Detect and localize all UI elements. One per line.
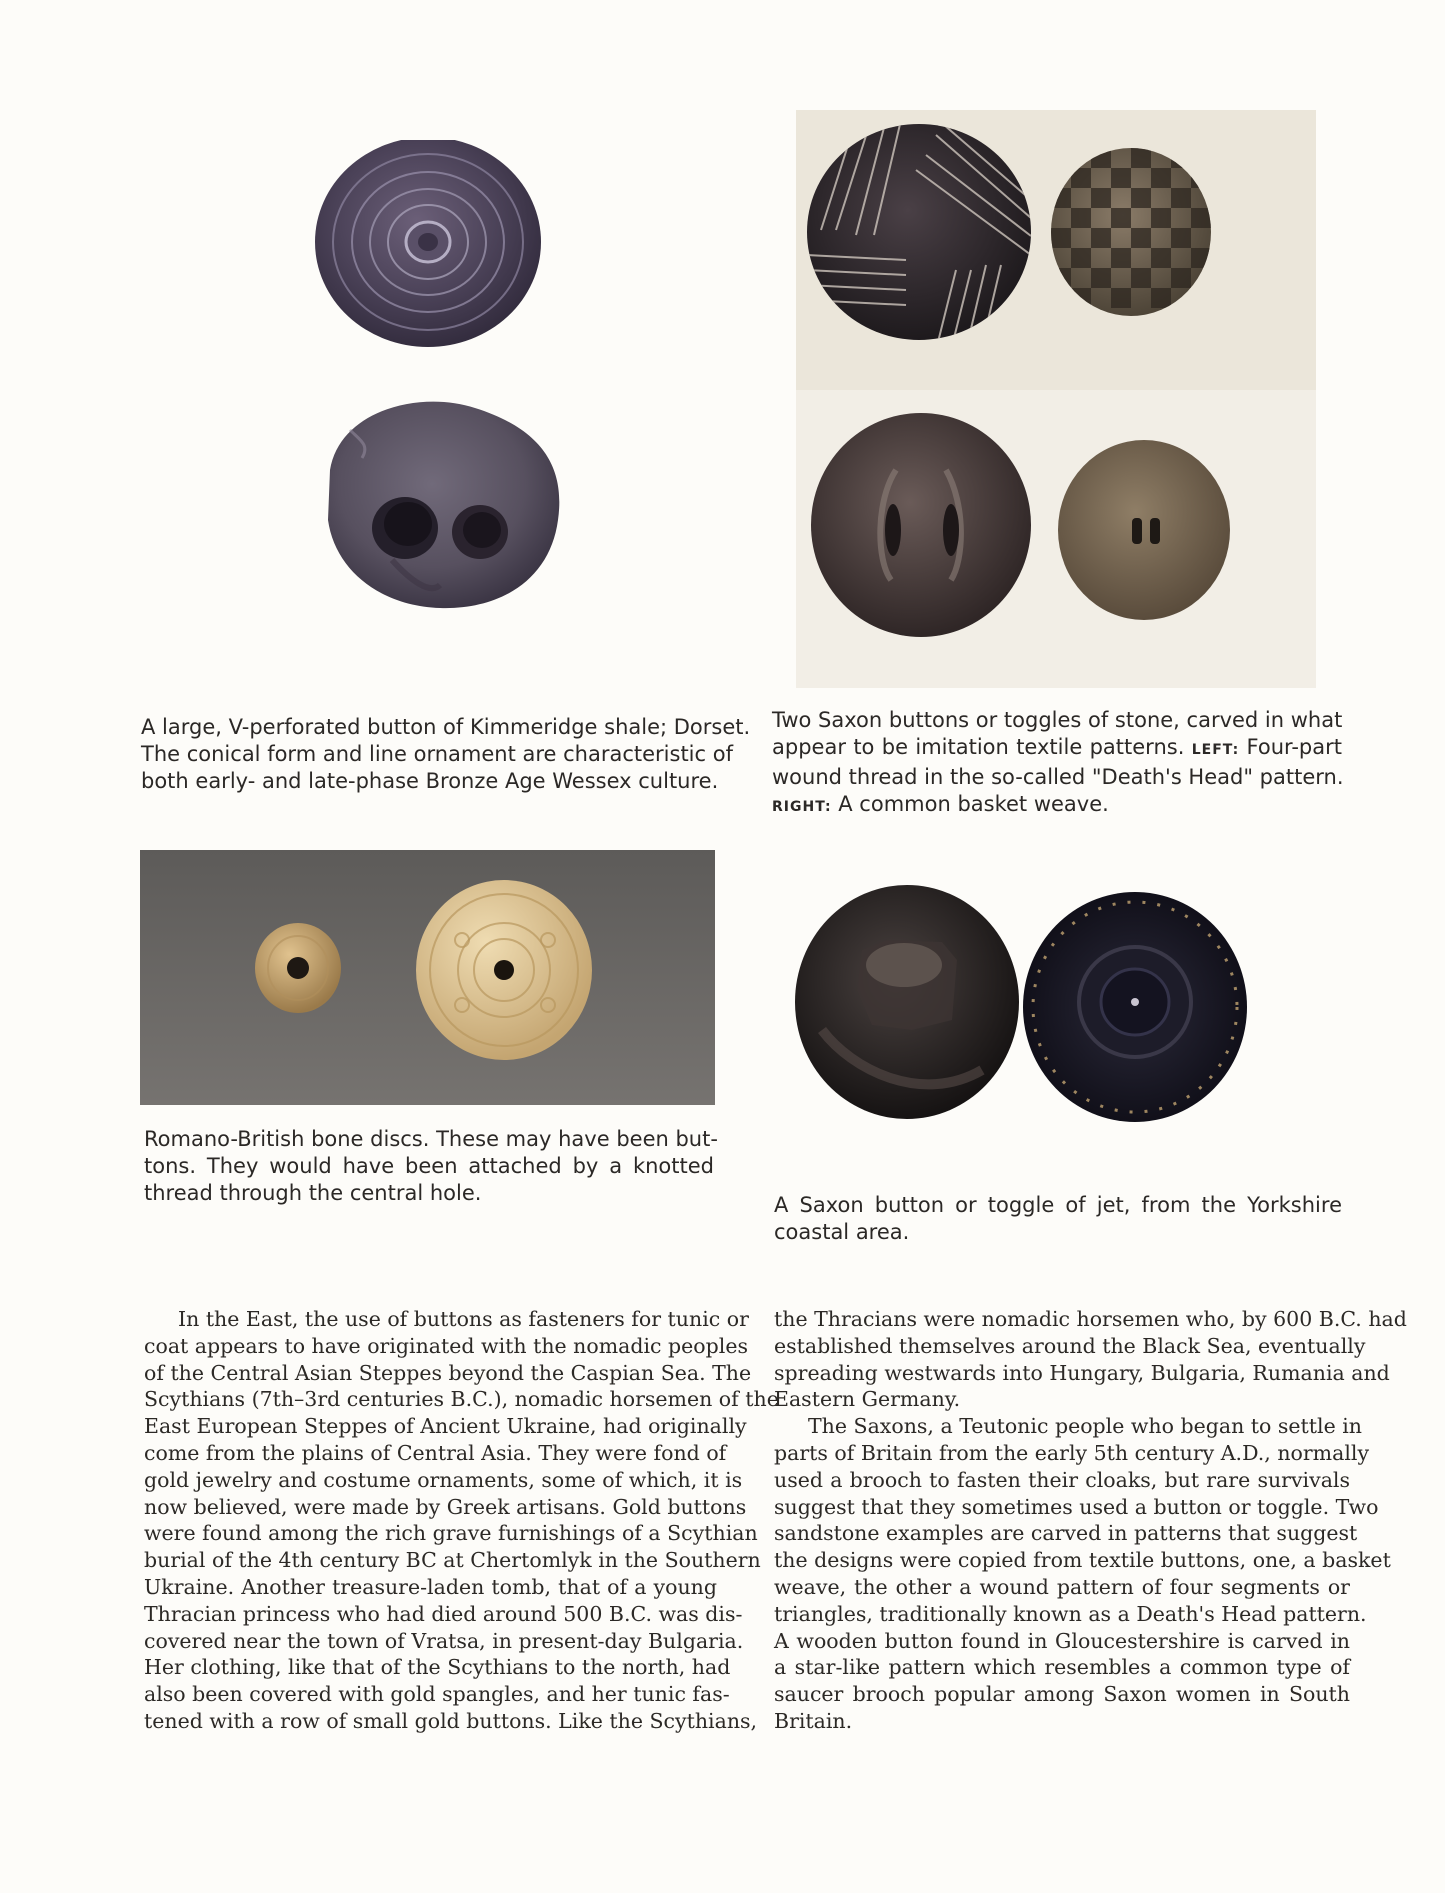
caption-line: appear to be imitation textile patterns. LEFT: Four-part <box>772 735 1342 759</box>
caption-line: RIGHT: A common basket weave. <box>772 792 1109 816</box>
kimmeridge-button-photo <box>300 140 620 710</box>
body-line: coat appears to have originated with the nomadic peoples <box>144 1333 748 1358</box>
saxon-stone-caption <box>772 707 1342 821</box>
body-line: parts of Britain from the early 5th century A.D., normally <box>774 1440 1370 1465</box>
body-line: a star-like pattern which resembles a common type of <box>774 1655 1350 1680</box>
romano-british-caption <box>144 1126 718 1207</box>
body-line: gold jewelry and costume ornaments, some of which, it is <box>144 1467 743 1492</box>
body-line: triangles, traditionally known as a Death's Head pattern. <box>774 1601 1367 1626</box>
caption-line: A large, V-perforated button of Kimmeridge shale; Dorset. <box>141 715 751 739</box>
body-line: Thracian princess who had died around 500 B.C. was dis- <box>144 1601 743 1626</box>
body-line: come from the plains of Central Asia. They were fond of <box>144 1440 727 1465</box>
body-line: East European Steppes of Ancient Ukraine, had originally <box>144 1414 747 1439</box>
body-line: covered near the town of Vratsa, in present-day Bulgaria. <box>144 1628 744 1653</box>
kimmeridge-caption <box>141 714 751 795</box>
left-label: LEFT: <box>1191 742 1240 758</box>
caption-line: Romano-British bone discs. These may have been but- <box>144 1127 718 1151</box>
body-line: now believed, were made by Greek artisans. Gold buttons <box>144 1494 747 1519</box>
body-line: sandstone examples are carved in patterns that suggest <box>774 1521 1358 1546</box>
body-right-column <box>774 1306 1407 1735</box>
body-line: the designs were copied from textile buttons, one, a basket <box>774 1548 1391 1573</box>
romano-british-discs-photo <box>140 850 715 1105</box>
saxon-jet-caption <box>774 1192 1342 1246</box>
body-line: established themselves around the Black Sea, eventually <box>774 1333 1366 1358</box>
caption-line: A Saxon button or toggle of jet, from the Yorkshire <box>774 1193 1342 1217</box>
body-line: Ukraine. Another treasure-laden tomb, that of a young <box>144 1574 717 1599</box>
right-label: RIGHT: <box>772 799 832 815</box>
body-left-column <box>144 1306 779 1735</box>
caption-line: both early- and late-phase Bronze Age Wessex culture. <box>141 769 719 793</box>
caption-line: wound thread in the so-called "Death's Head" pattern. <box>772 765 1344 789</box>
caption-line: coastal area. <box>774 1220 910 1244</box>
saxon-stone-buttons-photo <box>796 110 1316 688</box>
body-line: In the East, the use of buttons as fasteners for tunic or <box>178 1307 749 1331</box>
body-line: Britain. <box>774 1708 853 1733</box>
body-line: A wooden button found in Gloucestershire is carved in <box>774 1628 1350 1653</box>
caption-line: Two Saxon buttons or toggles of stone, carved in what <box>772 708 1343 732</box>
caption-line: The conical form and line ornament are characteristic of <box>141 742 733 766</box>
body-line: were found among the rich grave furnishings of a Scythian <box>144 1521 758 1546</box>
caption-line: thread through the central hole. <box>144 1181 482 1205</box>
body-line: used a brooch to fasten their cloaks, but rare survivals <box>774 1467 1350 1492</box>
body-line: tened with a row of small gold buttons. Like the Scythians, <box>144 1708 758 1733</box>
body-line: Eastern Germany. <box>774 1387 961 1412</box>
body-line: saucer brooch popular among Saxon women in South <box>774 1682 1350 1707</box>
caption-line: tons. They would have been attached by a knotted <box>144 1154 714 1178</box>
body-line: of the Central Asian Steppes beyond the Caspian Sea. The <box>144 1360 752 1385</box>
body-line: spreading westwards into Hungary, Bulgaria, Rumania and <box>774 1360 1390 1385</box>
body-line: Her clothing, like that of the Scythians to the north, had <box>144 1655 731 1680</box>
body-line: also been covered with gold spangles, and her tunic fas- <box>144 1682 730 1707</box>
body-line: The Saxons, a Teutonic people who began to settle in <box>808 1414 1362 1439</box>
body-line: burial of the 4th century BC at Chertomlyk in the Southern <box>144 1548 761 1573</box>
body-line: Scythians (7th–3rd centuries B.C.), nomadic horsemen of the <box>144 1387 779 1412</box>
body-line: suggest that they sometimes used a button or toggle. Two <box>774 1494 1379 1519</box>
body-line: weave, the other a wound pattern of four segments or <box>774 1574 1350 1599</box>
body-line: the Thracians were nomadic horsemen who, by 600 B.C. had <box>774 1307 1407 1331</box>
saxon-jet-photo <box>792 880 1327 1135</box>
